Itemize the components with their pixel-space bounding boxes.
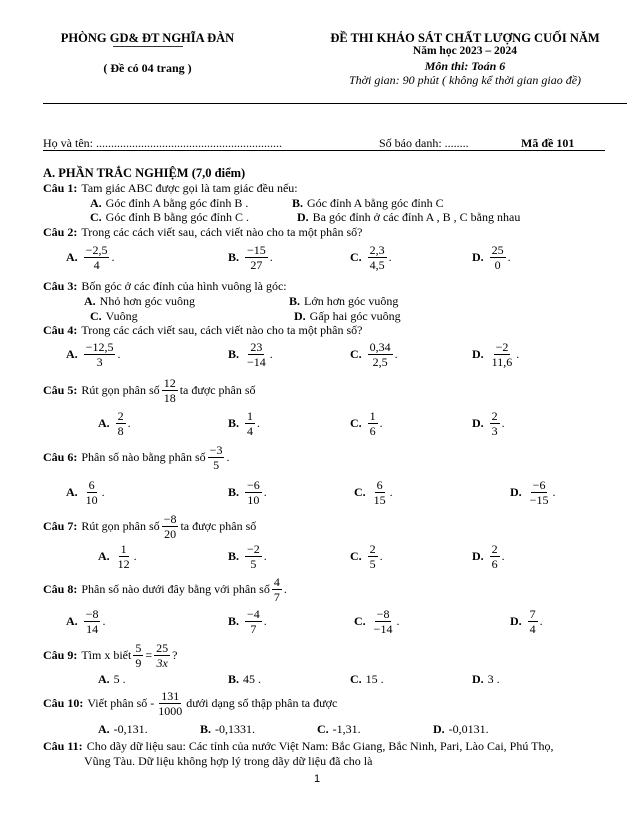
option-label: A. [84, 294, 96, 308]
option-text: Ba góc đỉnh ở các đỉnh A , B , C bằng nhau [312, 210, 521, 224]
equals-sign: = [145, 648, 153, 662]
option-d[interactable] [472, 244, 511, 271]
option-label: C. [350, 250, 362, 264]
denominator: 5 [369, 557, 376, 571]
option-label: C. [90, 210, 102, 224]
option-label: A. [90, 196, 102, 210]
option-suffix: . [388, 250, 392, 264]
option-fraction [368, 543, 378, 570]
option-suffix: . [507, 250, 511, 264]
option-fraction [245, 244, 268, 271]
option-text: 3 . [487, 672, 500, 686]
option-suffix: . [552, 485, 556, 499]
question-text: Rút gọn phân số [81, 519, 160, 533]
option-text: 15 . [365, 672, 384, 686]
option-label: B. [228, 250, 240, 264]
numerator: −2 [247, 542, 260, 556]
student-name-field: Họ và tên: .............................................................. [43, 136, 282, 150]
numerator: 5 [135, 641, 142, 655]
option-label: A. [66, 347, 78, 361]
option-text: Nhỏ hơn góc vuông [99, 294, 196, 308]
option-label: B. [228, 672, 240, 686]
option-suffix: . [111, 250, 115, 264]
question-fraction [272, 576, 282, 603]
option-b[interactable] [228, 479, 267, 506]
option-a[interactable] [98, 672, 126, 687]
denominator: 6 [369, 424, 376, 438]
option-label: D. [472, 250, 484, 264]
option-suffix: . [379, 416, 383, 430]
denominator: 7 [250, 622, 257, 636]
question-label: Câu 8: [43, 582, 78, 596]
question-fraction-2 [154, 642, 170, 669]
option-a[interactable] [84, 294, 195, 309]
option-c[interactable] [350, 410, 383, 437]
option-text: Lớn hơn góc vuông [304, 294, 399, 308]
option-fraction [490, 244, 506, 271]
numerator: 25 [491, 243, 504, 257]
denominator: 12 [117, 557, 130, 571]
denominator: −15 [529, 493, 549, 507]
numerator: 1 [120, 542, 127, 556]
option-label: C. [350, 416, 362, 430]
option-b[interactable] [228, 672, 261, 687]
numerator: 7 [529, 607, 536, 621]
question-label: Câu 2: [43, 225, 78, 239]
numerator: 25 [156, 641, 169, 655]
option-suffix: . [389, 485, 393, 499]
option-c[interactable] [354, 479, 393, 506]
department-name: PHÒNG GD& ĐT NGHĨA ĐÀN [60, 31, 235, 45]
option-text: -0,131. [113, 722, 148, 736]
question-text: Trong các cách viết sau, cách viết nào cho ta một phân số? [81, 225, 363, 239]
numerator: −15 [247, 243, 266, 257]
question-label: Câu 3: [43, 279, 78, 293]
question-11 [43, 739, 553, 754]
option-fraction [490, 410, 500, 437]
option-suffix: . [101, 485, 105, 499]
question-6 [43, 444, 229, 471]
question-text: Cho dãy dữ liệu sau: Các tỉnh của nước Việt Nam: Bắc Giang, Bắc Ninh, Pari, Lào Cai, Phú Thọ, [86, 739, 554, 753]
denominator: 11,6 [491, 355, 513, 369]
question-label: Câu 10: [43, 696, 84, 710]
option-a[interactable] [66, 479, 105, 506]
option-d[interactable] [433, 722, 489, 737]
exam-code: Mã đề 101 [521, 136, 575, 150]
question-text-after: . [283, 582, 287, 596]
denominator: 9 [135, 656, 142, 670]
numerator: 23 [250, 340, 263, 354]
option-b[interactable] [228, 341, 273, 368]
question-text: Viết phân số - [87, 696, 155, 710]
option-a[interactable] [98, 410, 131, 437]
question-label: Câu 1: [43, 181, 78, 195]
option-label: D. [297, 210, 309, 224]
denominator: 10 [85, 493, 98, 507]
denominator: 4 [529, 622, 536, 636]
option-fraction [245, 543, 262, 570]
numerator: −4 [247, 607, 260, 621]
exam-title: ĐỀ THI KHẢO SÁT CHẤT LƯỢNG CUỐI NĂM [330, 31, 600, 45]
question-text: Tìm x biết [81, 648, 132, 662]
denominator: 15 [373, 493, 386, 507]
question-10 [43, 690, 337, 717]
option-label: B. [292, 196, 304, 210]
denominator: 10 [247, 493, 260, 507]
question-7 [43, 513, 256, 540]
numerator: −6 [247, 478, 260, 492]
option-label: A. [98, 416, 110, 430]
option-fraction [372, 608, 395, 635]
option-suffix: . [117, 347, 121, 361]
question-fraction [162, 377, 178, 404]
info-divider [43, 150, 605, 151]
option-fraction [245, 479, 262, 506]
option-fraction [368, 410, 378, 437]
option-c[interactable] [350, 543, 383, 570]
option-label: B. [228, 549, 240, 563]
numerator: −2 [495, 340, 509, 354]
denominator: 1000 [158, 704, 183, 718]
option-c[interactable] [350, 244, 392, 271]
option-suffix: . [539, 614, 543, 628]
question-text-after: dưới dạng số thập phân ta được [186, 696, 338, 710]
question-9 [43, 642, 177, 669]
question-text: Tam giác ABC được gọi là tam giác đều nếu: [81, 181, 298, 195]
numerator: 6 [376, 478, 383, 492]
option-label: C. [350, 672, 362, 686]
school-year: Năm học 2023 – 2024 [412, 45, 518, 57]
option-a[interactable] [98, 543, 137, 570]
option-text: Gấp hai góc vuông [309, 309, 401, 323]
question-label: Câu 9: [43, 648, 78, 662]
option-label: B. [228, 416, 240, 430]
option-d[interactable] [472, 672, 500, 687]
option-fraction [245, 410, 255, 437]
subject: Môn thi: Toán 6 [424, 59, 506, 73]
option-label: C. [317, 722, 329, 736]
option-label: D. [472, 672, 484, 686]
denominator: 20 [164, 527, 177, 541]
question-3 [43, 279, 287, 294]
option-fraction [84, 244, 110, 271]
numerator: 2 [369, 542, 376, 556]
option-text: Góc đỉnh B bằng góc đỉnh C . [105, 210, 249, 224]
option-fraction [528, 608, 538, 635]
option-a[interactable] [90, 196, 248, 211]
numerator: 4 [273, 575, 280, 589]
header-divider [43, 103, 627, 104]
option-a[interactable] [66, 244, 114, 271]
option-b[interactable] [228, 244, 273, 271]
numerator: 6 [88, 478, 95, 492]
denominator: 14 [86, 622, 99, 636]
option-suffix: . [127, 416, 131, 430]
question-1 [43, 181, 298, 196]
option-text: -1,31. [332, 722, 361, 736]
denominator: 18 [163, 391, 176, 405]
department-underline [113, 46, 183, 47]
question-fraction [162, 513, 179, 540]
denominator: 5 [250, 557, 257, 571]
option-fraction [84, 341, 116, 368]
option-d[interactable] [294, 309, 401, 324]
numerator: 1 [369, 409, 376, 423]
option-suffix: . [379, 549, 383, 563]
question-text: Bốn góc ở các đỉnh của hình vuông là góc: [81, 279, 287, 293]
option-a[interactable] [66, 341, 120, 368]
option-label: A. [66, 250, 78, 264]
option-b[interactable] [228, 543, 267, 570]
option-c[interactable] [354, 608, 399, 635]
option-fraction [245, 608, 262, 635]
option-label: A. [66, 614, 78, 628]
option-c[interactable] [90, 309, 138, 324]
question-text-after: ta được phân số [179, 383, 256, 397]
numerator: −8 [163, 512, 177, 526]
option-fraction [368, 341, 393, 368]
numerator: −8 [85, 607, 99, 621]
option-label: A. [98, 672, 110, 686]
numerator: −6 [532, 478, 546, 492]
option-fraction [245, 341, 268, 368]
numerator: 2 [491, 542, 498, 556]
student-id-field: Số báo danh: ........ [379, 136, 469, 150]
section-title: A. PHẦN TRẮC NGHIỆM (7,0 điểm) [43, 166, 246, 180]
question-text: Rút gọn phân số [81, 383, 160, 397]
option-label: B. [228, 347, 240, 361]
duration: Thời gian: 90 phút ( không kể thời gian giao đề) [348, 73, 582, 87]
denominator: 5 [213, 458, 220, 472]
question-label: Câu 7: [43, 519, 78, 533]
question-text-line-2: Vũng Tàu. Dữ liệu không hợp lý trong dãy dữ liệu đã cho là [84, 754, 373, 768]
option-fraction [84, 479, 100, 506]
question-label: Câu 5: [43, 383, 78, 397]
option-label: C. [354, 614, 366, 628]
option-suffix: . [102, 614, 106, 628]
question-8 [43, 576, 287, 603]
page-number: 1 [314, 773, 321, 785]
option-d[interactable] [472, 341, 519, 368]
option-label: D. [433, 722, 445, 736]
question-text: Phân số nào bằng phân số [81, 450, 206, 464]
option-suffix: . [263, 485, 267, 499]
numerator: 2 [491, 409, 498, 423]
denominator: 2,5 [372, 355, 388, 369]
denominator: 4 [93, 258, 100, 272]
option-c[interactable] [90, 210, 249, 225]
option-suffix: . [501, 416, 505, 430]
option-fraction [528, 479, 551, 506]
option-label: C. [90, 309, 102, 323]
question-text-after: . [226, 450, 230, 464]
denominator: 4,5 [369, 258, 385, 272]
option-suffix: . [396, 614, 400, 628]
option-c[interactable] [350, 672, 384, 687]
option-suffix: . [263, 549, 267, 563]
question-4 [43, 323, 362, 338]
option-d[interactable] [297, 210, 520, 225]
question-text: Trong các cách viết sau, cách viết nào cho ta một phân số? [81, 323, 363, 337]
option-suffix: . [269, 250, 273, 264]
question-5 [43, 377, 256, 404]
option-label: D. [472, 347, 484, 361]
option-d[interactable] [510, 479, 555, 506]
option-a[interactable] [66, 608, 105, 635]
option-suffix: . [269, 347, 273, 361]
denominator: 3 [96, 355, 103, 369]
option-label: B. [228, 614, 240, 628]
numerator: 2 [117, 409, 124, 423]
option-label: D. [472, 549, 484, 563]
option-a[interactable] [98, 722, 148, 737]
option-suffix: . [257, 416, 261, 430]
option-suffix: . [501, 549, 505, 563]
option-label: D. [510, 485, 522, 499]
option-d[interactable] [472, 543, 505, 570]
numerator: 12 [163, 376, 176, 390]
question-label: Câu 6: [43, 450, 78, 464]
question-label: Câu 4: [43, 323, 78, 337]
option-label: D. [294, 309, 306, 323]
option-text: -0,0131. [448, 722, 489, 736]
question-fraction [133, 642, 143, 669]
option-b[interactable] [228, 410, 260, 437]
numerator: 2,3 [369, 243, 385, 257]
option-fraction [116, 410, 126, 437]
denominator: −14 [247, 355, 266, 369]
denominator: 8 [117, 424, 124, 438]
option-text: Góc đỉnh A bằng góc đỉnh C [307, 196, 444, 210]
option-fraction [372, 479, 388, 506]
option-suffix: . [263, 614, 267, 628]
option-label: C. [350, 347, 362, 361]
denominator: 27 [250, 258, 263, 272]
option-c[interactable] [317, 722, 361, 737]
question-label: Câu 11: [43, 739, 83, 753]
option-fraction [116, 543, 132, 570]
question-fraction [208, 444, 225, 471]
option-text: Góc đỉnh A bằng góc đỉnh B . [105, 196, 249, 210]
option-label: A. [98, 549, 110, 563]
option-label: D. [510, 614, 522, 628]
option-label: A. [98, 722, 110, 736]
option-b[interactable] [289, 294, 398, 309]
question-text-after: ? [172, 648, 178, 662]
option-suffix: . [133, 549, 137, 563]
option-text: Vuông [105, 309, 138, 323]
option-text: 5 . [113, 672, 126, 686]
denominator: 6 [491, 557, 498, 571]
numerator: −3 [209, 443, 223, 457]
option-text: -0,1331. [215, 722, 256, 736]
numerator: 1 [247, 409, 254, 423]
option-label: B. [200, 722, 212, 736]
question-text: Phân số nào dưới đây bằng với phân số [81, 582, 270, 596]
denominator: 3 [491, 424, 498, 438]
option-c[interactable] [350, 341, 398, 368]
option-fraction [84, 608, 101, 635]
option-fraction [490, 341, 515, 368]
option-label: C. [350, 549, 362, 563]
question-2 [43, 225, 362, 240]
question-fraction [156, 690, 184, 717]
numerator: 0,34 [369, 340, 391, 354]
numerator: 131 [161, 689, 180, 703]
option-text: 45 . [243, 672, 262, 686]
option-d[interactable] [472, 410, 505, 437]
option-label: B. [228, 485, 240, 499]
option-fraction [368, 244, 387, 271]
option-label: D. [472, 416, 484, 430]
numerator: −8 [376, 607, 390, 621]
option-fraction [490, 543, 500, 570]
option-d[interactable] [510, 608, 543, 635]
question-text-after: ta được phân số [180, 519, 257, 533]
denominator: 3x [156, 656, 168, 670]
numerator: −2,5 [85, 243, 108, 257]
denominator: −14 [373, 622, 393, 636]
numerator: −12,5 [85, 340, 114, 354]
option-suffix: . [394, 347, 398, 361]
denominator: 0 [494, 258, 501, 272]
option-b[interactable] [228, 608, 267, 635]
option-label: B. [289, 294, 301, 308]
option-b[interactable] [200, 722, 255, 737]
denominator: 7 [273, 590, 280, 604]
denominator: 4 [247, 424, 254, 438]
option-b[interactable] [292, 196, 444, 211]
pages-note: ( Đề có 04 trang ) [103, 61, 192, 75]
option-label: C. [354, 485, 366, 499]
option-suffix: . [516, 347, 520, 361]
option-label: A. [66, 485, 78, 499]
